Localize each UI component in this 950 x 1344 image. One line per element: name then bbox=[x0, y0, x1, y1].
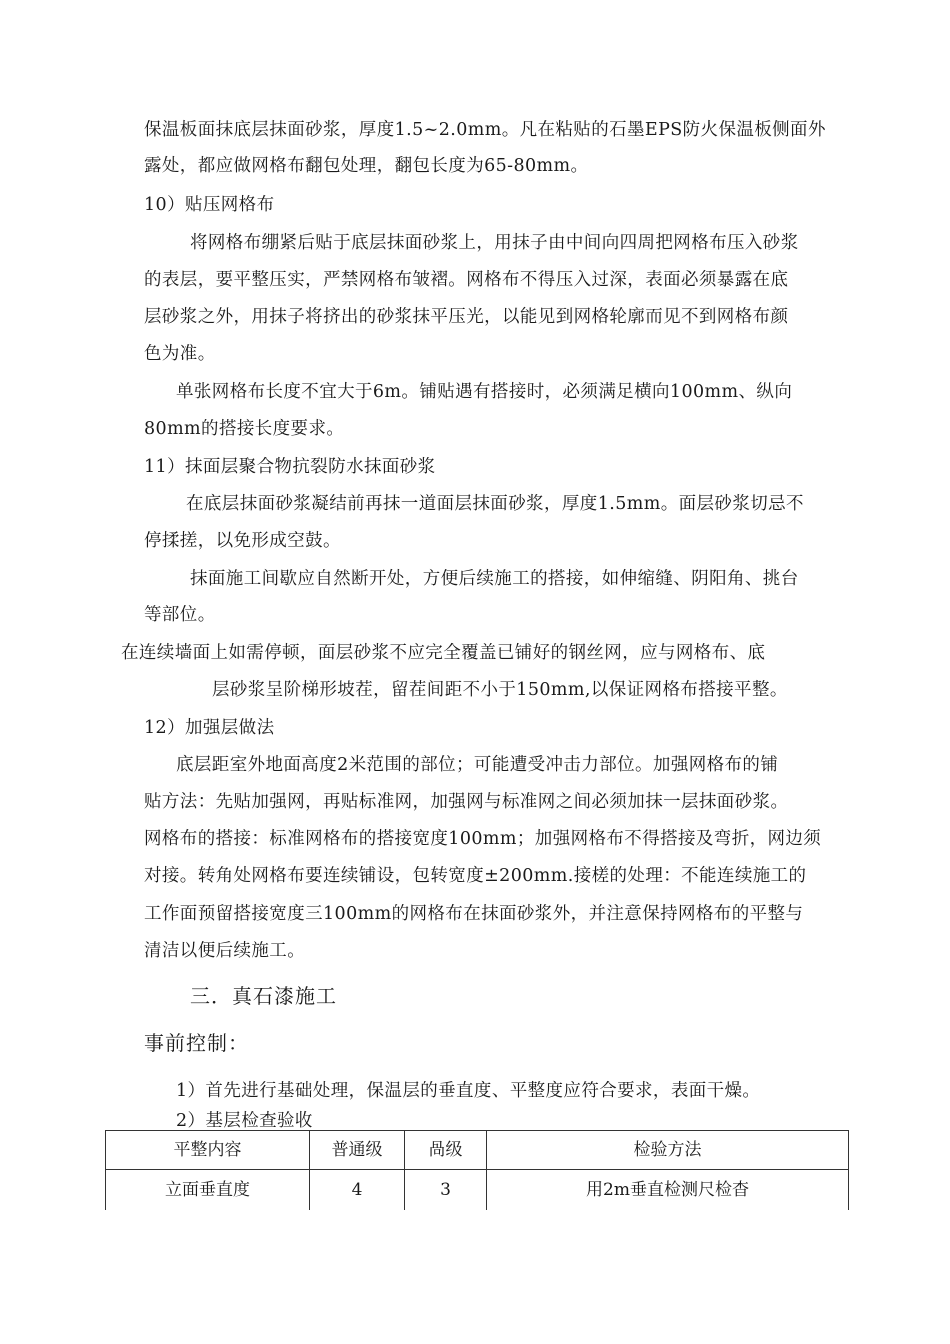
section-heading-10: 10）贴压网格布 bbox=[144, 195, 275, 215]
paragraph-line: 在底层抹面砂浆凝结前再抹一道面层抹面砂浆，厚度1.5mm。面层砂浆切忌不 bbox=[186, 494, 804, 514]
paragraph-line: 80mm的搭接长度要求。 bbox=[144, 419, 345, 439]
paragraph-line: 露处，都应做网格布翻包处理，翻包长度为65-80mm。 bbox=[144, 156, 589, 176]
paragraph-line: 将网格布绷紧后贴于底层抹面砂浆上，用抹子由中间向四周把网格布压入砂浆 bbox=[190, 233, 799, 253]
table-header-cell: 咼级 bbox=[405, 1131, 487, 1170]
table-cell: 立面垂直度 bbox=[106, 1170, 310, 1211]
table-cell: 用2m垂直检测尺检杳 bbox=[487, 1170, 849, 1211]
section-heading-12: 12）加强层做法 bbox=[144, 718, 275, 738]
list-item: 1）首先进行基础处理，保温层的垂直度、平整度应符合要求，表面干燥。 bbox=[176, 1081, 761, 1101]
paragraph-line: 贴方法：先贴加强网，再贴标准网，加强网与标准网之间必须加抹一层抹面砂浆。 bbox=[144, 792, 789, 812]
table-header-cell: 平整内容 bbox=[106, 1131, 310, 1170]
table-header-row bbox=[106, 1131, 849, 1170]
table-header-cell: 检验方法 bbox=[487, 1131, 849, 1170]
paragraph-line: 等部位。 bbox=[144, 605, 216, 625]
paragraph-line: 单张网格布长度不宜大于6m。铺贴遇有搭接时，必须满足横向100mm、纵向 bbox=[176, 382, 793, 402]
section-heading-11: 11）抹面层聚合物抗裂防水抹面砂浆 bbox=[144, 457, 436, 477]
paragraph-line: 层砂浆呈阶梯形坡茬，留茬间距不小于150mm,以保证网格布搭接平整。 bbox=[212, 680, 788, 700]
paragraph-line: 色为准。 bbox=[144, 344, 216, 364]
paragraph-line: 停揉搓，以免形成空鼓。 bbox=[144, 531, 341, 551]
paragraph-line: 的表层，要平整压实，严禁网格布皱褶。网格布不得压入过深，表面必须暴露在底 bbox=[144, 270, 789, 290]
paragraph-line: 层砂浆之外，用抹子将挤出的砂浆抹平压光，以能见到网格轮廓而见不到网格布颜 bbox=[144, 307, 789, 327]
paragraph-line: 网格布的搭接：标准网格布的搭接宽度100mm；加强网格布不得搭接及弯折，网边须 bbox=[144, 829, 822, 849]
list-item: 2）基层检查验收 bbox=[176, 1111, 313, 1131]
table-cell: 3 bbox=[405, 1170, 487, 1211]
inspection-table bbox=[105, 1130, 849, 1210]
section-heading-3: 三．真石漆施工 bbox=[190, 984, 337, 1008]
paragraph-line: 清洁以便后续施工。 bbox=[144, 941, 306, 961]
paragraph-line: 工作面预留搭接宽度三100mm的网格布在抹面砂浆外，并注意保持网格布的平整与 bbox=[144, 904, 804, 924]
paragraph-line: 在连续墙面上如需停顿，面层砂浆不应完全覆盖已铺好的钢丝网，应与网格布、底 bbox=[121, 643, 766, 663]
table-cell: 4 bbox=[310, 1170, 405, 1211]
paragraph-line: 保温板面抹底层抹面砂浆，厚度1.5~2.0mm。凡在粘贴的石墨EPS防火保温板侧面外 bbox=[144, 120, 826, 140]
table-header-cell: 普通级 bbox=[310, 1131, 405, 1170]
paragraph-line: 底层距室外地面高度2米范围的部位；可能遭受冲击力部位。加强网格布的铺 bbox=[176, 755, 779, 775]
table-row bbox=[106, 1170, 849, 1211]
paragraph-line: 对接。转角处网格布要连续铺设，包转宽度±200mm.接槎的处理：不能连续施工的 bbox=[144, 866, 807, 886]
paragraph-line: 抹面施工间歇应自然断开处，方便后续施工的搭接，如伸缩缝、阴阳角、挑台 bbox=[190, 569, 799, 589]
subheading-pre-control: 事前控制： bbox=[144, 1031, 249, 1055]
